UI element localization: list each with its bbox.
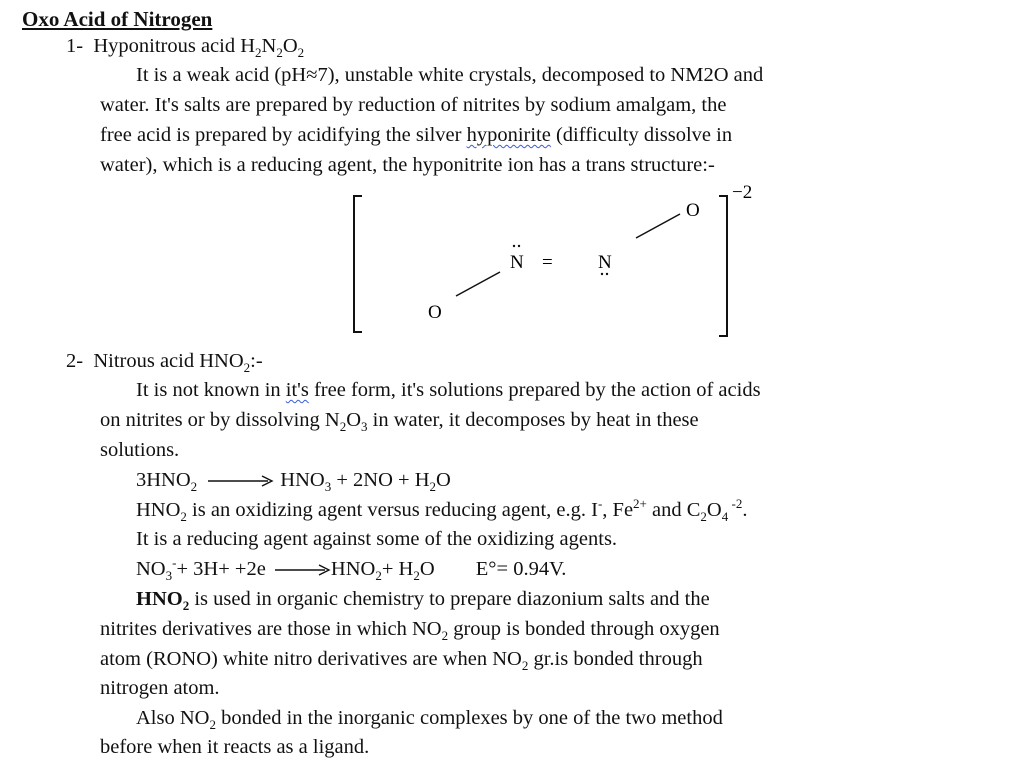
left-bracket bbox=[354, 196, 362, 332]
section-2-para2-line-4: nitrogen atom. bbox=[100, 677, 220, 699]
reduction-half-equation: $NO_3^-+ 3H+ +2e$ $HNO_2+ H_2O$ E°= 0.94V. bbox=[136, 555, 567, 583]
double-bond: = bbox=[542, 252, 553, 273]
section-1-para-line-3: free acid is prepared by acidifying the silver hyponirite (difficulty dissolve in bbox=[100, 124, 733, 146]
section-2-para-line-3: solutions. bbox=[100, 439, 180, 461]
section-1-para-line-2: water. It's salts are prepared by reduction of nitrites by sodium amalgam, the bbox=[100, 94, 727, 116]
section-1-para-line-4: water), which is a reducing agent, the hyponitrite ion has a trans structure:- bbox=[100, 154, 715, 176]
ion-charge: −2 bbox=[732, 182, 753, 203]
section-1-heading-text: Hyponitrous acid H bbox=[93, 35, 256, 57]
section-2-para2-line-2: nitrites derivatives are those in which $NO_2$ group is bonded through oxygen bbox=[100, 618, 720, 643]
spelling-marked-word: it's bbox=[285, 379, 309, 401]
atom-oxygen-left: O bbox=[428, 302, 442, 323]
spelling-marked-word: hyponirite bbox=[466, 124, 551, 146]
lone-pair-dot bbox=[606, 273, 608, 275]
section-2-para3-line-2: before when it reacts as a ligand. bbox=[100, 736, 370, 758]
atom-oxygen-right: O bbox=[686, 200, 700, 221]
right-bracket bbox=[719, 196, 727, 336]
section-2-para2-line-3: atom (RONO) white nitro derivatives are when $NO_2$ gr.is bonded through bbox=[100, 648, 703, 673]
reaction-arrow-icon bbox=[273, 563, 331, 577]
decomposition-equation: $3HNO_2$ $HNO_3 + 2NO + H_2O$ bbox=[136, 469, 451, 494]
page-title: Oxo Acid of Nitrogen bbox=[22, 7, 213, 31]
bond-o-n-left bbox=[456, 272, 500, 296]
oxidizing-agent-line: $HNO_2$ is an oxidizing agent versus reducing agent, e.g. I-, $Fe^{2+}$ and $C_2O_4$ $^{-2}$. bbox=[136, 496, 748, 524]
hyponitrite-structure-diagram bbox=[340, 182, 790, 344]
section-1-heading: 1- Hyponitrous acid $H_2N_2O_2$ bbox=[66, 35, 305, 60]
bond-n-o-right bbox=[636, 214, 680, 238]
section-1-para-line-1: It is a weak acid (pH≈7), unstable white crystals, decomposed to NM2O and bbox=[136, 64, 764, 86]
section-2-para3-line-1: Also $NO_2$ bonded in the inorganic complexes by one of the two method bbox=[136, 707, 723, 732]
standard-potential: E°= 0.94V. bbox=[475, 558, 567, 580]
section-1-number: 1- bbox=[66, 35, 84, 57]
section-2-para-line-1: It is not known in it's free form, it's solutions prepared by the action of acids bbox=[136, 379, 761, 401]
atom-nitrogen-left: N bbox=[510, 252, 524, 273]
section-2-para2-line-1: $HNO_2$ is used in organic chemistry to prepare diazonium salts and the bbox=[136, 588, 710, 613]
lone-pair-dot bbox=[513, 245, 515, 247]
section-2-heading: 2- Nitrous acid $HNO_2:-$ bbox=[66, 350, 263, 375]
lone-pair-dot bbox=[601, 273, 603, 275]
atom-nitrogen-right: N bbox=[598, 252, 612, 273]
reaction-arrow-icon bbox=[206, 474, 276, 488]
reducing-agent-line: It is a reducing agent against some of the oxidizing agents. bbox=[136, 528, 618, 550]
section-2-number: 2- bbox=[66, 350, 84, 372]
section-2-para-line-2: on nitrites or by dissolving $N_2O_3$ in water, it decomposes by heat in these bbox=[100, 409, 699, 434]
lone-pair-dot bbox=[518, 245, 520, 247]
